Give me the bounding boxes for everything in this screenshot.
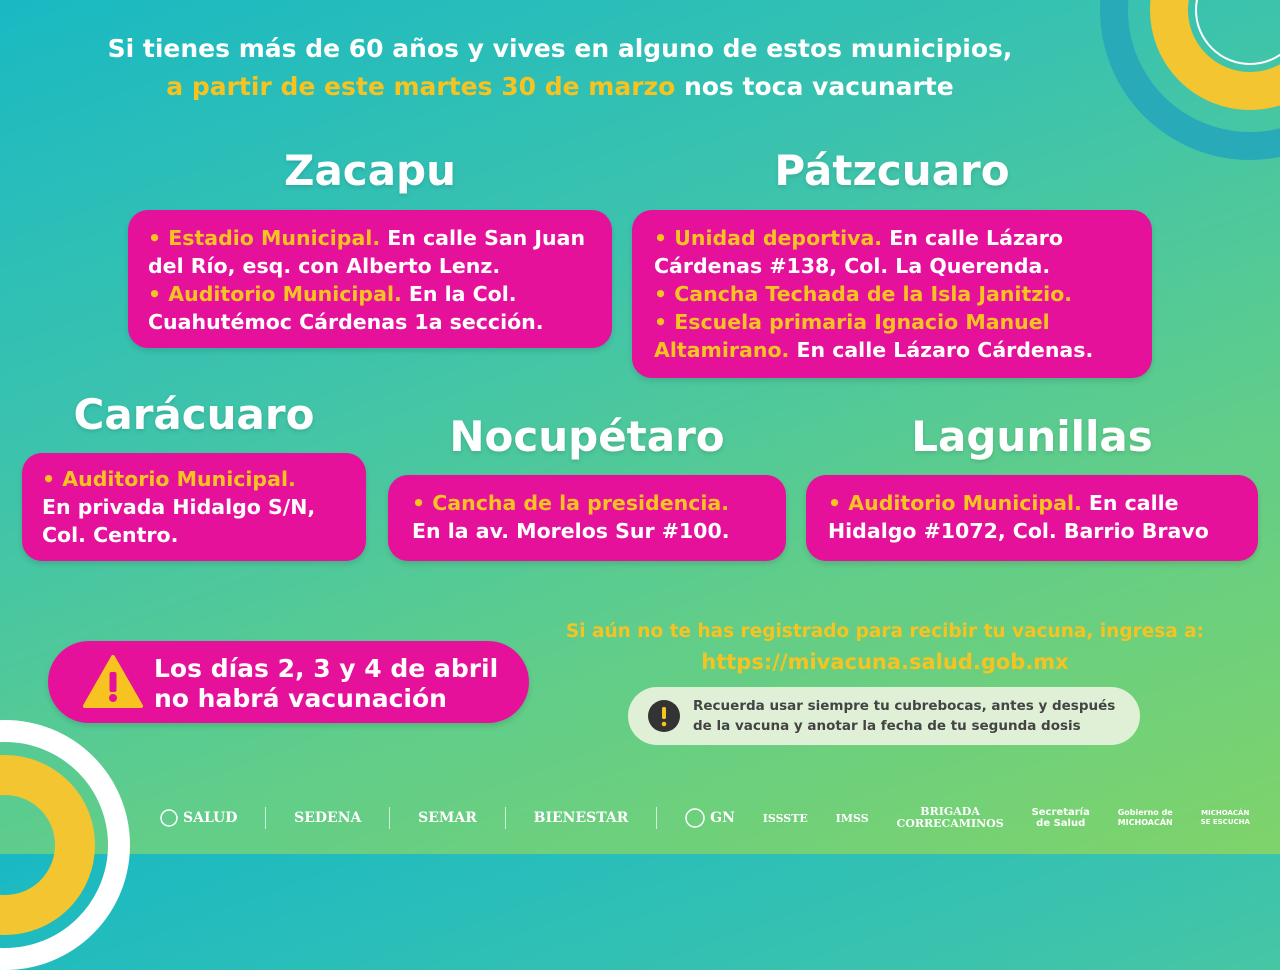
- location-item: [148, 280, 592, 336]
- logo-gn: GN: [685, 808, 735, 828]
- location-detail: En calle Lázaro Cárdenas.: [789, 338, 1094, 362]
- headline: [40, 30, 1080, 106]
- location-item: [654, 308, 1130, 364]
- city-title-patzcuaro: Pátzcuaro: [774, 146, 1010, 195]
- location-item: [42, 465, 346, 549]
- alert-line-2: no habrá vacunación: [154, 684, 447, 713]
- alert-text: [154, 654, 498, 714]
- location-item: [828, 489, 1236, 545]
- logo-brigada-correcaminos: BRIGADA CORRECAMINOS: [896, 805, 1004, 830]
- logo-salud: SALUD: [160, 809, 237, 827]
- registration-link[interactable]: https://mivacuna.salud.gob.mx: [701, 650, 1069, 674]
- registration-text: Si aún no te has registrado para recibir tu vacuna, ingresa a:: [565, 621, 1205, 642]
- reminder-text: [693, 696, 1115, 736]
- location-box-zacapu: [128, 210, 612, 348]
- headline-line-2: [40, 68, 1080, 106]
- city-title-caracuaro: Carácuaro: [73, 390, 315, 439]
- logo-separator: [656, 807, 657, 829]
- eagle-emblem-icon: [160, 809, 178, 827]
- reminder-line-1: Recuerda usar siempre tu cubrebocas, antes y después: [693, 698, 1116, 714]
- logo-bienestar: BIENESTAR: [533, 810, 629, 826]
- location-item: [148, 224, 592, 280]
- location-item: [654, 280, 1130, 308]
- city-title-zacapu: Zacapu: [284, 146, 456, 195]
- location-detail: En calle Lázaro Cárdenas #138, Col. La Querenda.: [654, 226, 1063, 278]
- location-detail: En calle Hidalgo #1072, Col. Barrio Bravo: [828, 491, 1209, 543]
- logo-separator: [389, 807, 390, 829]
- institution-logos: [160, 796, 1250, 840]
- location-detail: En privada Hidalgo S/N, Col. Centro.: [42, 495, 316, 547]
- location-item: [412, 489, 762, 545]
- logo-gobierno-michoacan: Gobierno de MICHOACÁN: [1117, 808, 1173, 827]
- logo-issste: ISSSTE: [762, 811, 808, 825]
- headline-date: a partir de este martes 30 de marzo: [166, 72, 676, 101]
- location-box-nocupetaro: [388, 475, 786, 561]
- logo-imss: IMSS: [835, 811, 869, 825]
- location-box-patzcuaro: [632, 210, 1152, 378]
- location-place: • Auditorio Municipal.: [42, 467, 296, 491]
- registration-info: [520, 617, 1250, 677]
- location-place: • Auditorio Municipal.: [828, 491, 1082, 515]
- location-place: • Auditorio Municipal.: [148, 282, 402, 306]
- location-box-caracuaro: [22, 453, 366, 561]
- location-place: • Unidad deportiva.: [654, 226, 883, 250]
- city-title-lagunillas: Lagunillas: [911, 412, 1153, 461]
- headline-line-1: Si tienes más de 60 años y vives en alguno de estos municipios,: [107, 34, 1013, 63]
- location-place: • Cancha de la presidencia.: [412, 491, 730, 515]
- location-place: • Cancha Techada de la Isla Janitzio.: [654, 282, 1073, 306]
- city-title-nocupetaro: Nocupétaro: [449, 412, 725, 461]
- headline-line-2-rest: nos toca vacunarte: [675, 72, 954, 101]
- location-detail: En la Col. Cuahutémoc Cárdenas 1a sección.: [148, 282, 544, 334]
- location-item: [654, 224, 1130, 280]
- location-detail: En calle San Juan del Río, esq. con Alberto Lenz.: [148, 226, 586, 278]
- logo-semar: SEMAR: [418, 810, 477, 826]
- logo-separator: [505, 807, 506, 829]
- shield-emblem-icon: [685, 808, 705, 828]
- location-place: • Estadio Municipal.: [148, 226, 381, 250]
- warning-icon: [82, 654, 144, 710]
- location-detail: En la av. Morelos Sur #100.: [412, 519, 730, 543]
- exclamation-icon: [648, 700, 680, 732]
- logo-secretaria-salud: Secretaría de Salud: [1031, 807, 1090, 829]
- alert-line-1: Los días 2, 3 y 4 de abril: [154, 654, 499, 683]
- logo-separator: [265, 807, 266, 829]
- logo-sedena: SEDENA: [294, 810, 362, 826]
- location-box-lagunillas: [806, 475, 1258, 561]
- logo-michoacan-se-escucha: MICHOACÁN SE ESCUCHA: [1200, 809, 1250, 826]
- reminder-line-2: de la vacuna y anotar la fecha de tu segunda dosis: [693, 718, 1081, 734]
- location-place: • Escuela primaria Ignacio Manuel Altamirano.: [654, 310, 1050, 362]
